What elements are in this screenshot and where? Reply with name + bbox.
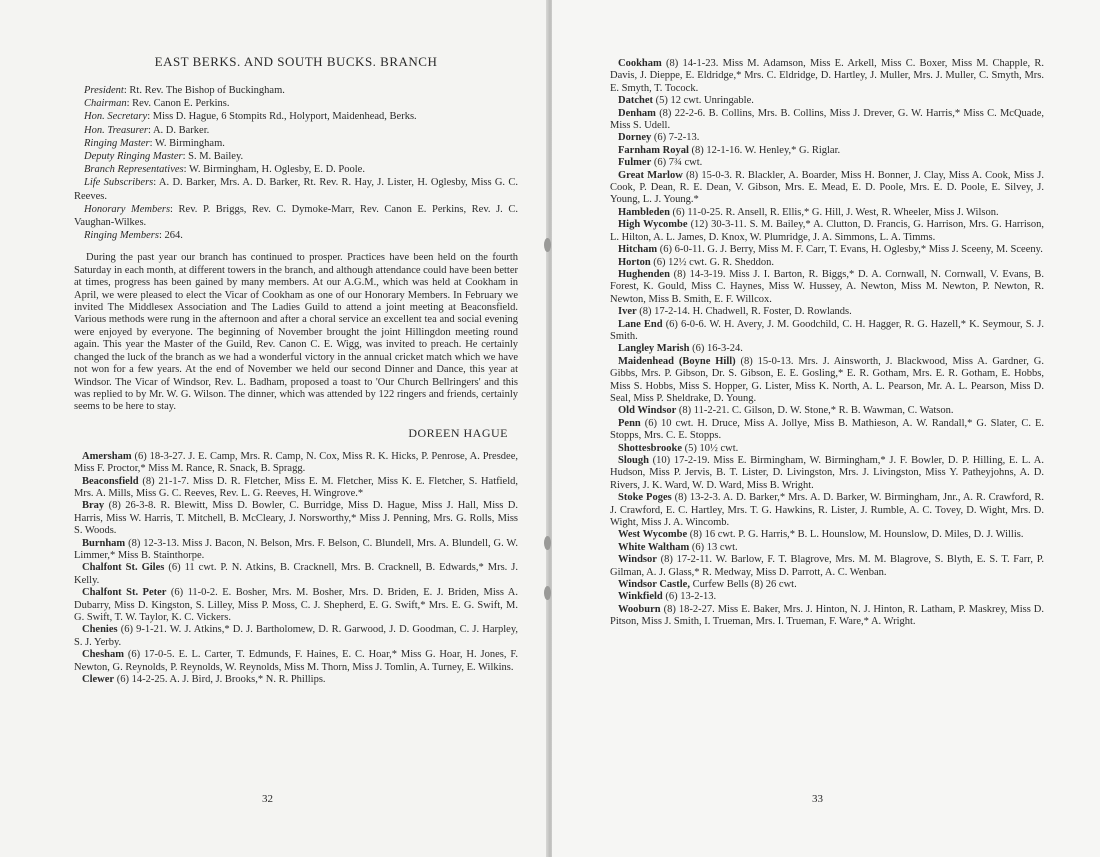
tower-details: (8) 14-1-23. Miss M. Adamson, Miss E. Arkell, Miss C. Boxer, Miss M. Chapple, R. Davis, J. Dieppe, E. Eldridge,* Mrs. C. Eldridge, D. Hartley, J. Muller, Mrs. J. Muller, C. Smyth, Mrs. E. Smyth, T. Tocock. bbox=[610, 58, 1045, 94]
tower-entry bbox=[610, 132, 1044, 144]
tower-entry bbox=[74, 500, 518, 537]
tower-name: Windsor Castle, bbox=[618, 579, 690, 591]
tower-details: (8) 18-2-27. Miss E. Baker, Mrs. J. Hinton, N. J. Hinton, R. Latham, P. Maskrey, Miss D. Pitson, Miss J. Smith, I. Trueman, Mrs. I. Trueman, F. Ware,* A. Wright. bbox=[610, 603, 1044, 628]
officer-value: A. D. Barker. bbox=[152, 124, 210, 136]
tower-entry bbox=[74, 624, 518, 649]
tower-name: Clewer bbox=[82, 674, 115, 686]
officer-value: Miss D. Hague, 6 Stompits Rd., Holyport, Maidenhead, Berks. bbox=[152, 111, 417, 123]
officer-label: Hon. Secretary bbox=[84, 111, 148, 123]
officer-secretary: Hon. Secretary: Miss D. Hague, 6 Stompits Rd., Holyport, Maidenhead, Berks. bbox=[84, 111, 417, 123]
tower-details: (8) 16 cwt. P. G. Harris,* B. L. Hounslow, M. Hounslow, D. Miles, D. J. Willis. bbox=[689, 529, 1024, 541]
tower-name: Wooburn bbox=[618, 603, 661, 615]
officer-label: Ringing Master bbox=[84, 137, 150, 149]
officer-value: S. M. Bailey. bbox=[188, 151, 244, 163]
officer-value: W. Birmingham. bbox=[154, 137, 225, 149]
tower-details: (8) 13-2-3. A. D. Barker,* Mrs. A. D. Barker, W. Birmingham, Jnr., A. R. Crawford, R. J. Crawford, E. C. Hartley, Mrs. T. G. Hawkins, R. Lister, J. Rumble, A. C. Tovey, D. Wight, Mrs. D. Wight, Miss J. A. Wincomb. bbox=[610, 492, 1045, 529]
tower-details: (8) 21-1-7. Miss D. R. Fletcher, Miss E. M. Fletcher, Miss K. E. Fletcher, S. Hatfield, Mrs. A. Mills, Miss G. C. Reeves, Rev. L. G. Reeves, H. Wingrove.* bbox=[74, 475, 518, 499]
tower-entry bbox=[610, 207, 1044, 219]
tower-name: Chalfont St. Giles bbox=[82, 562, 165, 574]
tower-details: (5) 10½ cwt. bbox=[684, 442, 739, 454]
tower-name: Windsor bbox=[618, 554, 657, 566]
tower-entry bbox=[610, 604, 1044, 629]
tower-name: White Waltham bbox=[618, 541, 690, 553]
binding-hole bbox=[544, 586, 551, 600]
binding-hole bbox=[544, 238, 551, 252]
tower-entry bbox=[610, 455, 1044, 492]
officer-label: Branch Representatives bbox=[84, 164, 184, 176]
tower-entry bbox=[610, 554, 1044, 579]
tower-entry bbox=[74, 674, 518, 686]
tower-details: (6) 11-0-25. R. Ansell, R. Ellis,* G. Hill, J. West, R. Wheeler, Miss J. Wilson. bbox=[672, 206, 999, 218]
tower-name: High Wycombe bbox=[618, 219, 688, 231]
officer-label: Life Subscribers bbox=[84, 177, 154, 189]
tower-entry bbox=[610, 405, 1044, 417]
binding-hole bbox=[544, 536, 551, 550]
tower-entry bbox=[74, 451, 518, 476]
tower-entry bbox=[610, 257, 1044, 269]
tower-entry bbox=[74, 476, 518, 501]
tower-entry bbox=[610, 591, 1044, 603]
tower-list-left bbox=[74, 451, 518, 687]
tower-entry bbox=[610, 108, 1044, 133]
tower-entry bbox=[610, 219, 1044, 244]
tower-entry bbox=[610, 244, 1044, 256]
tower-entry bbox=[610, 418, 1044, 443]
tower-name: Cookham bbox=[618, 58, 662, 69]
tower-entry bbox=[610, 579, 1044, 591]
tower-entry bbox=[74, 587, 518, 624]
officer-honorary-members: Honorary Members: Rev. P. Briggs, Rev. C. Dymoke-Marr, Rev. Canon E. Perkins, Rev. J. C. Vaughan-Wilkes. bbox=[74, 203, 518, 229]
tower-details: (8) 11-2-21. C. Gilson, D. W. Stone,* R. B. Wawman, C. Watson. bbox=[678, 405, 954, 417]
tower-entry bbox=[610, 492, 1044, 529]
officer-value: W. Birmingham, H. Oglesby, E. D. Poole. bbox=[188, 164, 365, 176]
officer-label: Hon. Treasurer bbox=[84, 124, 148, 136]
tower-entry bbox=[610, 157, 1044, 169]
tower-details: (6) 16-3-24. bbox=[692, 343, 743, 355]
tower-name: West Wycombe bbox=[618, 529, 688, 541]
tower-details: (6) 13-2-13. bbox=[665, 591, 717, 603]
tower-name: Old Windsor bbox=[618, 405, 677, 417]
tower-entry bbox=[610, 443, 1044, 455]
tower-details: (6) 10 cwt. H. Druce, Miss A. Jollye, Miss B. Mathieson, A. W. Randall,* G. Slater, C. E. Stopps, Mrs. C. E. Stopps. bbox=[610, 417, 1045, 442]
tower-details: (6) 18-3-27. J. E. Camp, Mrs. R. Camp, N. Cox, Miss R. K. Hicks, P. Penrose, A. Presdee, Miss F. Proctor,* Miss M. Rance, R. Snack, B. Spragg. bbox=[74, 450, 518, 475]
tower-details: (6) 12½ cwt. G. R. Sheddon. bbox=[653, 256, 775, 268]
officer-deputy-ringing-master: Deputy Ringing Master: S. M. Bailey. bbox=[84, 151, 244, 163]
officer-treasurer: Hon. Treasurer: A. D. Barker. bbox=[84, 124, 210, 136]
officer-value: Rev. Canon E. Perkins. bbox=[132, 98, 230, 110]
tower-name: Farnham Royal bbox=[618, 144, 689, 156]
tower-name: Fulmer bbox=[618, 157, 652, 169]
branch-heading: EAST BERKS. AND SOUTH BUCKS. BRANCH bbox=[154, 54, 438, 69]
tower-details: Curfew Bells (8) 26 cwt. bbox=[692, 579, 797, 591]
officer-ringing-master: Ringing Master: W. Birmingham. bbox=[84, 137, 225, 149]
tower-name: Penn bbox=[618, 417, 641, 429]
tower-entry bbox=[74, 562, 518, 587]
tower-details: (8) 15-0-13. Mrs. J. Ainsworth, J. Blackwood, Miss A. Gardner, G. Gibbs, Mrs. P. Gibson, Dr. S. Gibson, E. E. Gosling,* E. R. Gotham, Mrs. E. R. Gotham, E. Hobbs, Miss S. Hobbs, Miss S. Hopper, G. Lister, Miss K. North, A. L. Pearson, Mr. A. L. Pearson, Miss D. Seal, Miss P. Sheldrake, D. Young. bbox=[610, 355, 1044, 404]
tower-name: Hitcham bbox=[618, 244, 658, 256]
officer-label: Honorary Members bbox=[84, 203, 171, 215]
tower-entry bbox=[610, 145, 1044, 157]
tower-name: Great Marlow bbox=[618, 169, 683, 181]
officer-value: Rt. Rev. The Bishop of Buckingham. bbox=[129, 85, 285, 96]
tower-details: (8) 26-3-8. R. Blewitt, Miss D. Bowler, C. Burridge, Miss D. Hague, Miss J. Hall, Miss D. Harris, Miss W. Harris, T. Mitchell, B. McCleary, J. Norsworthy,* Miss J. Penning, Mrs. G. Rolls, Miss S. Woods. bbox=[74, 500, 518, 537]
tower-entry bbox=[610, 529, 1044, 541]
tower-name: Datchet bbox=[618, 95, 653, 107]
tower-details: (6) 7-2-13. bbox=[653, 132, 700, 144]
tower-name: Dorney bbox=[618, 132, 652, 144]
left-page bbox=[0, 0, 548, 857]
tower-details: (8) 12-3-13. Miss J. Bacon, N. Belson, Mrs. F. Belson, C. Blundell, Mrs. A. Blundell, G. W. Limmer,* Miss B. Stainthorpe. bbox=[74, 537, 519, 561]
tower-entry bbox=[610, 542, 1044, 554]
tower-entry bbox=[610, 95, 1044, 107]
tower-entry bbox=[610, 319, 1044, 344]
tower-details: (8) 14-3-19. Miss J. I. Barton, R. Biggs,* D. A. Cornwall, N. Cornwall, V. Evans, B. Forest, K. Gould, Miss C. Haynes, Miss W. Hussey, A. Newton, Miss M. Newton, P. Newton, R. Newton, Miss B. Smith, E. F. Willcox. bbox=[610, 268, 1044, 305]
tower-details: (6) 17-0-5. E. L. Carter, T. Edmunds, F. Haines, E. C. Hoar,* Miss G. Hoar, H. Jones, F. Newton, G. Reynolds, P. Reynolds, W. Reynolds, Miss M. Thorn, Miss J. Tomlin, A. Turney, E. Wilkins. bbox=[74, 649, 519, 673]
tower-name: Beaconsfield bbox=[82, 475, 139, 487]
tower-name: Hambleden bbox=[618, 206, 670, 218]
officer-president: President: Rt. Rev. The Bishop of Buckingham. bbox=[84, 85, 285, 96]
tower-name: Maidenhead (Boyne Hill) bbox=[618, 355, 736, 367]
tower-name: Slough bbox=[618, 455, 649, 466]
tower-name: Chesham bbox=[82, 649, 125, 661]
officer-value: Rev. P. Briggs, Rev. C. Dymoke-Marr, Rev. Canon E. Perkins, Rev. J. C. Vaughan-Wilkes. bbox=[74, 203, 518, 229]
tower-name: Stoke Poges bbox=[618, 492, 672, 504]
tower-name: Chalfont St. Peter bbox=[82, 587, 167, 599]
tower-name: Iver bbox=[618, 306, 637, 318]
officer-ringing-members: Ringing Members: 264. bbox=[84, 230, 183, 242]
report-paragraph: During the past year our branch has continued to prosper. Practices have been held on the fourth Saturday in each month, at different towers in the branch, and although attendance could have been better at times, progress has been gained by many members. At our A.G.M., which was held at Cookham in April, we were pleased to elect the Vicar of Cookham as one of our Honorary Members. In February we invited The Middlesex Association and The Ladies Guild to attend a joint meeting at Beaconsfield. Various methods were rung in the afternoon and after a choral service an excellent tea and social evening were enjoyed by everyone. The beginning of November brought the joint Hillingdon meeting round again. This year the Master of the Guild, Rev. Canon C. E. Wigg, was invited to preach. He certainly changed the luck of the branch as we had a wonderful victory in the annual cricket match which we have not won for a few years. At the end of November we held our second Dinner and Dance, this year at Windsor. The Vicar of Windsor, Rev. L. Badham, proposed a toast to 'Our Church Bellringers' and this was replied to by Mr. W. G. Wilson. The dinner, which was attended by 122 ringers and friends, certainly seems to be here to stay. bbox=[74, 252, 518, 413]
officer-value: 264. bbox=[164, 230, 183, 242]
officer-label: Ringing Members bbox=[84, 230, 159, 242]
tower-details: (6) 11 cwt. P. N. Atkins, B. Cracknell, Mrs. B. Cracknell, B. Edwards,* Mrs. J. Kelly. bbox=[74, 562, 518, 586]
tower-details: (8) 15-0-3. R. Blackler, A. Boarder, Miss H. Bonner, J. Clay, Miss A. Cook, Miss J. Cook, P. Dean, R. E. Dean, V. Gibson, Mrs. E. Mead, E. D. Poole, Mrs. E. D. Poole, E. Silvey, J. Young, L. J. Young.* bbox=[610, 169, 1044, 206]
tower-details: (8) 22-2-6. B. Collins, Mrs. B. Collins, Miss J. Drever, G. W. Harris,* Miss C. McQuade, Miss S. Udell. bbox=[610, 107, 1044, 132]
officer-chairman: Chairman: Rev. Canon E. Perkins. bbox=[84, 98, 230, 110]
officer-label: Deputy Ringing Master bbox=[84, 151, 183, 163]
tower-details: (6) 13 cwt. bbox=[691, 541, 738, 553]
tower-name: Chenies bbox=[82, 624, 118, 636]
tower-details: (8) 17-2-14. H. Chadwell, R. Foster, D. Rowlands. bbox=[639, 306, 852, 318]
tower-details: (10) 17-2-19. Miss E. Birmingham, W. Birmingham,* J. F. Bowler, D. P. Hilling, E. L. A. Hudson, Miss P. Jervis, B. T. Lister, D. Livingston, Mrs. J. Livingston, Miss Y. Patheyjohns, A. D. Rivers, J. K. Ward, W. D. Ward, Miss B. Wright. bbox=[610, 455, 1044, 491]
tower-name: Burnham bbox=[82, 537, 126, 549]
right-page bbox=[552, 0, 1100, 857]
tower-details: (6) 9-1-21. W. J. Atkins,* D. J. Bartholomew, D. R. Garwood, J. D. Goodman, C. J. Harpley, S. J. Yerby. bbox=[74, 624, 519, 648]
tower-details: (6) 6-0-11. G. J. Berry, Miss M. F. Carr, T. Evans, H. Oglesby,* Miss J. Sceeny, M. Sceeny. bbox=[659, 244, 1043, 256]
tower-name: Bray bbox=[82, 500, 105, 512]
officers-list bbox=[74, 84, 518, 242]
tower-entry bbox=[610, 356, 1044, 406]
tower-name: Winkfield bbox=[618, 591, 663, 603]
tower-details: (8) 12-1-16. W. Henley,* G. Riglar. bbox=[691, 144, 841, 156]
officer-label: President bbox=[84, 85, 124, 96]
officer-life-subscribers: Life Subscribers: A. D. Barker, Mrs. A. D. Barker, Rt. Rev. R. Hay, J. Lister, H. Oglesby, Miss G. C. Reeves. bbox=[74, 177, 519, 202]
tower-details: (5) 12 cwt. Unringable. bbox=[655, 95, 754, 107]
page-number-right: 33 bbox=[812, 793, 823, 805]
report-signature: DOREEN HAGUE bbox=[408, 425, 508, 440]
tower-details: (6) 14-2-25. A. J. Bird, J. Brooks,* N. R. Phillips. bbox=[116, 674, 326, 686]
tower-details: (8) 17-2-11. W. Barlow, F. T. Blagrove, Mrs. M. M. Blagrove, S. Blyth, E. S. T. Farr, P. Gilman, A. J. Glass,* R. Medway, Miss D. Parrott, A. C. Wenban. bbox=[610, 554, 1045, 578]
tower-name: Shottesbrooke bbox=[618, 442, 682, 454]
officer-branch-representatives: Branch Representatives: W. Birmingham, H. Oglesby, E. D. Poole. bbox=[84, 164, 365, 176]
tower-entry bbox=[74, 649, 518, 674]
tower-entry bbox=[610, 58, 1044, 95]
tower-details: (12) 30-3-11. S. M. Bailey,* A. Clutton, D. Francis, G. Harrison, Mrs. G. Harrison, L. Hilton, A. L. James, D. Knox, W. Plumridge, J. A. Simmons, L. A. Timms. bbox=[610, 219, 1044, 243]
tower-entry bbox=[610, 269, 1044, 306]
tower-details: (6) 7¾ cwt. bbox=[653, 157, 703, 169]
tower-name: Hughenden bbox=[618, 268, 670, 280]
tower-name: Langley Marish bbox=[618, 343, 690, 355]
tower-details: (6) 11-0-2. E. Bosher, Mrs. M. Bosher, Mrs. D. Briden, E. J. Briden, Miss A. Dubarry, Miss D. Kingston, S. Lilley, Miss P. Moss, C. J. Shepherd, E. G. Swift,* Mrs. E. G. Swift, M. G. Swift, T. W. Taylor, K. C. Vickers. bbox=[74, 587, 518, 623]
tower-name: Denham bbox=[618, 107, 656, 119]
tower-name: Amersham bbox=[82, 450, 132, 462]
tower-name: Horton bbox=[618, 256, 651, 268]
tower-details: (6) 6-0-6. W. H. Avery, J. M. Goodchild, C. H. Hagger, R. G. Hazell,* K. Seymour, S. J. Smith. bbox=[610, 318, 1045, 342]
tower-name: Lane End bbox=[618, 318, 663, 330]
tower-entry bbox=[610, 306, 1044, 318]
tower-entry bbox=[610, 170, 1044, 207]
page-number-left: 32 bbox=[262, 793, 273, 805]
tower-list-right bbox=[610, 58, 1044, 629]
tower-entry bbox=[610, 343, 1044, 355]
annual-report bbox=[74, 252, 518, 413]
tower-entry bbox=[74, 538, 518, 563]
officer-label: Chairman bbox=[84, 98, 127, 110]
officer-value: A. D. Barker, Mrs. A. D. Barker, Rt. Rev. R. Hay, J. Lister, H. Oglesby, Miss G. C. Reeves. bbox=[74, 177, 519, 202]
